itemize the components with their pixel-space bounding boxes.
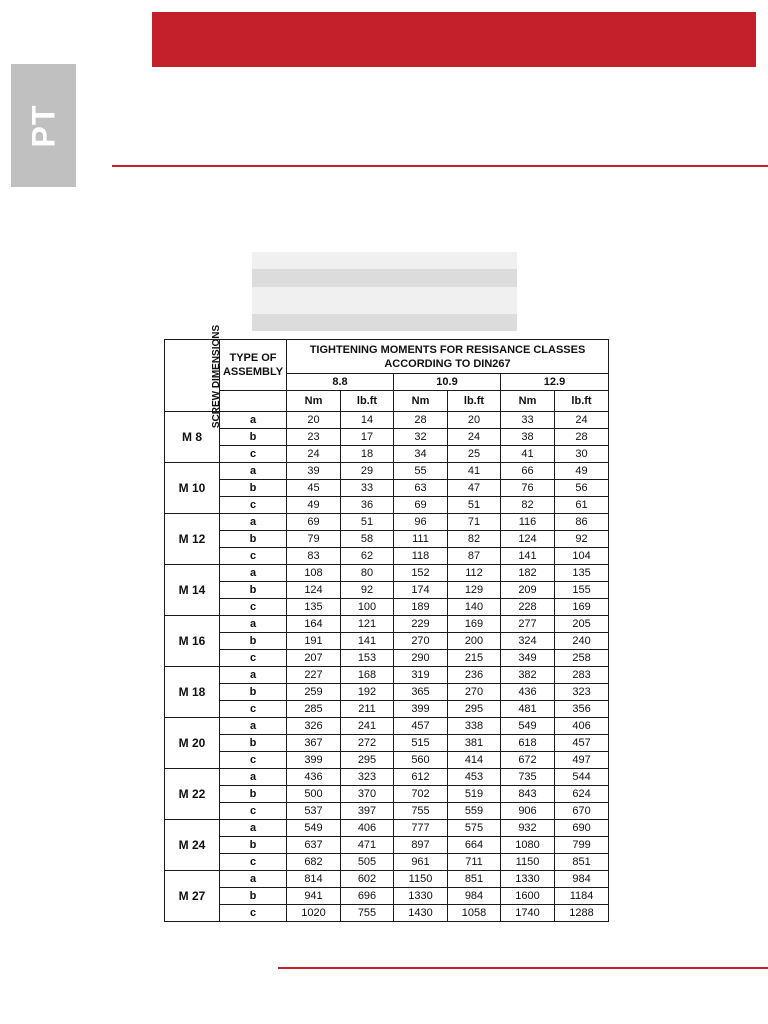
- torque-value-cell: 205: [555, 616, 609, 633]
- table-row: [165, 871, 609, 888]
- assembly-type-cell: b: [220, 735, 287, 752]
- table-row: [165, 667, 609, 684]
- torque-value-cell: 851: [448, 871, 501, 888]
- assembly-type-cell: a: [220, 463, 287, 480]
- torque-value-cell: 24: [448, 429, 501, 446]
- torque-value-cell: 399: [394, 701, 448, 718]
- table-body: [165, 412, 609, 922]
- torque-value-cell: 453: [448, 769, 501, 786]
- torque-value-cell: 207: [287, 650, 341, 667]
- torque-value-cell: 323: [341, 769, 394, 786]
- torque-value-cell: 481: [501, 701, 555, 718]
- torque-value-cell: 1058: [448, 905, 501, 922]
- assembly-type-cell: a: [220, 667, 287, 684]
- header-band: [152, 12, 756, 67]
- table-row: [165, 531, 609, 548]
- torque-value-cell: 108: [287, 565, 341, 582]
- torque-value-cell: 58: [341, 531, 394, 548]
- torque-value-cell: 559: [448, 803, 501, 820]
- torque-value-cell: 104: [555, 548, 609, 565]
- torque-value-cell: 272: [341, 735, 394, 752]
- unit-header: lb.ft: [555, 391, 609, 412]
- torque-value-cell: 1150: [394, 871, 448, 888]
- torque-value-cell: 259: [287, 684, 341, 701]
- torque-value-cell: 961: [394, 854, 448, 871]
- class-header: 8.8: [287, 374, 394, 391]
- torque-value-cell: 86: [555, 514, 609, 531]
- torque-value-cell: 30: [555, 446, 609, 463]
- screw-size-cell: M 22: [165, 769, 220, 820]
- assembly-type-cell: c: [220, 599, 287, 616]
- assembly-type-cell: a: [220, 871, 287, 888]
- torque-value-cell: 63: [394, 480, 448, 497]
- torque-value-cell: 45: [287, 480, 341, 497]
- torque-value-cell: 24: [287, 446, 341, 463]
- torque-value-cell: 111: [394, 531, 448, 548]
- torque-value-cell: 777: [394, 820, 448, 837]
- torque-value-cell: 24: [555, 412, 609, 429]
- torque-value-cell: 41: [448, 463, 501, 480]
- assembly-type-cell: b: [220, 633, 287, 650]
- torque-value-cell: 153: [341, 650, 394, 667]
- torque-value-cell: 71: [448, 514, 501, 531]
- torque-value-cell: 25: [448, 446, 501, 463]
- torque-value-cell: 500: [287, 786, 341, 803]
- torque-value-cell: 118: [394, 548, 448, 565]
- screw-size-cell: M 20: [165, 718, 220, 769]
- table-row: [165, 599, 609, 616]
- torque-value-cell: 283: [555, 667, 609, 684]
- torque-value-cell: 696: [341, 888, 394, 905]
- torque-value-cell: 406: [341, 820, 394, 837]
- torque-value-cell: 17: [341, 429, 394, 446]
- torque-value-cell: 1150: [501, 854, 555, 871]
- torque-value-cell: 544: [555, 769, 609, 786]
- table-row: [165, 803, 609, 820]
- torque-value-cell: 406: [555, 718, 609, 735]
- torque-value-cell: 164: [287, 616, 341, 633]
- torque-value-cell: 36: [341, 497, 394, 514]
- screw-size-cell: M 16: [165, 616, 220, 667]
- torque-value-cell: 843: [501, 786, 555, 803]
- torque-value-cell: 799: [555, 837, 609, 854]
- torque-value-cell: 755: [341, 905, 394, 922]
- torque-value-cell: 76: [501, 480, 555, 497]
- torque-value-cell: 112: [448, 565, 501, 582]
- table-row: [165, 446, 609, 463]
- assembly-type-cell: c: [220, 548, 287, 565]
- torque-value-cell: 814: [287, 871, 341, 888]
- torque-value-cell: 270: [448, 684, 501, 701]
- torque-value-cell: 1080: [501, 837, 555, 854]
- table-row: [165, 905, 609, 922]
- torque-value-cell: 29: [341, 463, 394, 480]
- table-row: [165, 837, 609, 854]
- torque-value-cell: 1288: [555, 905, 609, 922]
- torque-value-cell: 135: [287, 599, 341, 616]
- unit-header: Nm: [394, 391, 448, 412]
- torque-value-cell: 471: [341, 837, 394, 854]
- table-row: [165, 412, 609, 429]
- torque-value-cell: 690: [555, 820, 609, 837]
- assembly-type-cell: b: [220, 888, 287, 905]
- torque-value-cell: 49: [287, 497, 341, 514]
- torque-value-cell: 96: [394, 514, 448, 531]
- assembly-type-cell: c: [220, 752, 287, 769]
- torque-value-cell: 189: [394, 599, 448, 616]
- torque-value-cell: 258: [555, 650, 609, 667]
- torque-value-cell: 28: [394, 412, 448, 429]
- shaded-band-4: [252, 314, 517, 331]
- torque-value-cell: 20: [448, 412, 501, 429]
- torque-value-cell: 932: [501, 820, 555, 837]
- torque-value-cell: 906: [501, 803, 555, 820]
- torque-value-cell: 1020: [287, 905, 341, 922]
- bottom-divider: [278, 967, 768, 969]
- unit-header: Nm: [287, 391, 341, 412]
- torque-value-cell: 33: [501, 412, 555, 429]
- table-row: [165, 718, 609, 735]
- assembly-type-cell: a: [220, 565, 287, 582]
- language-tab[interactable]: [11, 64, 76, 187]
- torque-value-cell: 349: [501, 650, 555, 667]
- torque-value-cell: 637: [287, 837, 341, 854]
- screw-dimensions-header: SCREW DIMENSIONS: [165, 340, 220, 412]
- torque-value-cell: 436: [287, 769, 341, 786]
- unit-header: lb.ft: [341, 391, 394, 412]
- table-row: [165, 463, 609, 480]
- torque-value-cell: 356: [555, 701, 609, 718]
- torque-value-cell: 295: [448, 701, 501, 718]
- torque-value-cell: 92: [341, 582, 394, 599]
- torque-value-cell: 560: [394, 752, 448, 769]
- torque-value-cell: 549: [287, 820, 341, 837]
- assembly-type-cell: c: [220, 701, 287, 718]
- torque-value-cell: 338: [448, 718, 501, 735]
- torque-value-cell: 240: [555, 633, 609, 650]
- torque-value-cell: 33: [341, 480, 394, 497]
- torque-value-cell: 69: [394, 497, 448, 514]
- type-of-assembly-header: TYPE OF ASSEMBLY: [220, 340, 287, 391]
- torque-value-cell: 1330: [501, 871, 555, 888]
- torque-value-cell: 1184: [555, 888, 609, 905]
- table-row: [165, 701, 609, 718]
- torque-value-cell: 182: [501, 565, 555, 582]
- screw-size-cell: M 27: [165, 871, 220, 922]
- torque-value-cell: 66: [501, 463, 555, 480]
- torque-value-cell: 575: [448, 820, 501, 837]
- torque-value-cell: 49: [555, 463, 609, 480]
- torque-value-cell: 505: [341, 854, 394, 871]
- torque-value-cell: 209: [501, 582, 555, 599]
- torque-value-cell: 55: [394, 463, 448, 480]
- torque-value-cell: 47: [448, 480, 501, 497]
- torque-value-cell: 135: [555, 565, 609, 582]
- torque-value-cell: 51: [448, 497, 501, 514]
- torque-value-cell: 174: [394, 582, 448, 599]
- torque-value-cell: 23: [287, 429, 341, 446]
- class-header: 12.9: [501, 374, 609, 391]
- table-row: [165, 429, 609, 446]
- torque-value-cell: 382: [501, 667, 555, 684]
- torque-value-cell: 436: [501, 684, 555, 701]
- torque-value-cell: 381: [448, 735, 501, 752]
- torque-value-cell: 168: [341, 667, 394, 684]
- table-row: [165, 565, 609, 582]
- torque-value-cell: 602: [341, 871, 394, 888]
- torque-value-cell: 290: [394, 650, 448, 667]
- torque-value-cell: 229: [394, 616, 448, 633]
- torque-value-cell: 38: [501, 429, 555, 446]
- assembly-type-cell: a: [220, 820, 287, 837]
- table-row: [165, 684, 609, 701]
- tightening-moments-table: [164, 324, 609, 922]
- torque-value-cell: 51: [341, 514, 394, 531]
- assembly-header-blank: [220, 391, 287, 412]
- assembly-type-cell: a: [220, 412, 287, 429]
- torque-value-cell: 367: [287, 735, 341, 752]
- shaded-band-3: [252, 287, 517, 314]
- torque-value-cell: 227: [287, 667, 341, 684]
- torque-value-cell: 399: [287, 752, 341, 769]
- table-row: [165, 480, 609, 497]
- torque-value-cell: 984: [448, 888, 501, 905]
- torque-value-cell: 319: [394, 667, 448, 684]
- assembly-type-cell: b: [220, 480, 287, 497]
- table-row: [165, 769, 609, 786]
- torque-value-cell: 18: [341, 446, 394, 463]
- torque-value-cell: 215: [448, 650, 501, 667]
- torque-value-cell: 169: [448, 616, 501, 633]
- table-row: [165, 888, 609, 905]
- torque-value-cell: 984: [555, 871, 609, 888]
- torque-value-cell: 100: [341, 599, 394, 616]
- torque-value-cell: 62: [341, 548, 394, 565]
- torque-value-cell: 56: [555, 480, 609, 497]
- assembly-type-cell: a: [220, 769, 287, 786]
- table-row: [165, 548, 609, 565]
- torque-value-cell: 124: [287, 582, 341, 599]
- table-row: [165, 514, 609, 531]
- torque-value-cell: 537: [287, 803, 341, 820]
- torque-value-cell: 39: [287, 463, 341, 480]
- torque-value-cell: 457: [394, 718, 448, 735]
- table-row: [165, 735, 609, 752]
- torque-value-cell: 549: [501, 718, 555, 735]
- torque-value-cell: 69: [287, 514, 341, 531]
- torque-value-cell: 32: [394, 429, 448, 446]
- torque-value-cell: 270: [394, 633, 448, 650]
- torque-value-cell: 80: [341, 565, 394, 582]
- table-row: [165, 616, 609, 633]
- torque-value-cell: 897: [394, 837, 448, 854]
- torque-value-cell: 941: [287, 888, 341, 905]
- torque-value-cell: 1740: [501, 905, 555, 922]
- torque-value-cell: 121: [341, 616, 394, 633]
- torque-value-cell: 285: [287, 701, 341, 718]
- torque-value-cell: 28: [555, 429, 609, 446]
- table-title: TIGHTENING MOMENTS FOR RESISANCE CLASSES ACCORDING TO DIN267: [287, 340, 609, 374]
- torque-value-cell: 200: [448, 633, 501, 650]
- assembly-type-cell: c: [220, 446, 287, 463]
- torque-value-cell: 624: [555, 786, 609, 803]
- torque-value-cell: 497: [555, 752, 609, 769]
- torque-value-cell: 612: [394, 769, 448, 786]
- torque-value-cell: 670: [555, 803, 609, 820]
- torque-value-cell: 92: [555, 531, 609, 548]
- torque-value-cell: 116: [501, 514, 555, 531]
- assembly-type-cell: b: [220, 582, 287, 599]
- top-divider: [112, 165, 768, 167]
- table-row: [165, 786, 609, 803]
- torque-value-cell: 169: [555, 599, 609, 616]
- unit-header: Nm: [501, 391, 555, 412]
- torque-value-cell: 83: [287, 548, 341, 565]
- torque-value-cell: 228: [501, 599, 555, 616]
- table-row: [165, 752, 609, 769]
- torque-value-cell: 755: [394, 803, 448, 820]
- torque-value-cell: 34: [394, 446, 448, 463]
- torque-value-cell: 457: [555, 735, 609, 752]
- torque-value-cell: 61: [555, 497, 609, 514]
- assembly-type-cell: c: [220, 650, 287, 667]
- torque-value-cell: 82: [501, 497, 555, 514]
- table-row: [165, 582, 609, 599]
- screw-size-cell: M 18: [165, 667, 220, 718]
- assembly-type-cell: b: [220, 684, 287, 701]
- screw-size-cell: M 24: [165, 820, 220, 871]
- torque-value-cell: 124: [501, 531, 555, 548]
- torque-value-cell: 141: [341, 633, 394, 650]
- torque-value-cell: 370: [341, 786, 394, 803]
- torque-value-cell: 211: [341, 701, 394, 718]
- torque-value-cell: 141: [501, 548, 555, 565]
- torque-value-cell: 241: [341, 718, 394, 735]
- assembly-type-cell: c: [220, 854, 287, 871]
- screw-size-cell: M 12: [165, 514, 220, 565]
- table-row: [165, 820, 609, 837]
- torque-value-cell: 192: [341, 684, 394, 701]
- assembly-type-cell: a: [220, 514, 287, 531]
- torque-value-cell: 682: [287, 854, 341, 871]
- torque-value-cell: 155: [555, 582, 609, 599]
- torque-value-cell: 664: [448, 837, 501, 854]
- table-row: [165, 497, 609, 514]
- assembly-type-cell: b: [220, 429, 287, 446]
- torque-value-cell: 711: [448, 854, 501, 871]
- torque-value-cell: 14: [341, 412, 394, 429]
- torque-value-cell: 397: [341, 803, 394, 820]
- torque-value-cell: 277: [501, 616, 555, 633]
- torque-value-cell: 129: [448, 582, 501, 599]
- torque-value-cell: 191: [287, 633, 341, 650]
- torque-value-cell: 702: [394, 786, 448, 803]
- torque-value-cell: 82: [448, 531, 501, 548]
- torque-value-cell: 295: [341, 752, 394, 769]
- assembly-type-cell: b: [220, 786, 287, 803]
- torque-value-cell: 519: [448, 786, 501, 803]
- torque-value-cell: 236: [448, 667, 501, 684]
- torque-value-cell: 1600: [501, 888, 555, 905]
- torque-value-cell: 414: [448, 752, 501, 769]
- torque-value-cell: 851: [555, 854, 609, 871]
- torque-value-cell: 152: [394, 565, 448, 582]
- screw-size-cell: M 10: [165, 463, 220, 514]
- torque-value-cell: 326: [287, 718, 341, 735]
- table-row: [165, 633, 609, 650]
- assembly-type-cell: c: [220, 905, 287, 922]
- screw-size-cell: M 14: [165, 565, 220, 616]
- torque-value-cell: 672: [501, 752, 555, 769]
- assembly-type-cell: a: [220, 718, 287, 735]
- shaded-band-1: [252, 252, 517, 269]
- table-row: [165, 854, 609, 871]
- torque-value-cell: 735: [501, 769, 555, 786]
- assembly-type-cell: b: [220, 837, 287, 854]
- torque-value-cell: 20: [287, 412, 341, 429]
- language-tab-label: PT: [25, 104, 61, 147]
- torque-value-cell: 323: [555, 684, 609, 701]
- torque-value-cell: 365: [394, 684, 448, 701]
- class-header: 10.9: [394, 374, 501, 391]
- torque-value-cell: 324: [501, 633, 555, 650]
- torque-value-cell: 1430: [394, 905, 448, 922]
- torque-value-cell: 41: [501, 446, 555, 463]
- torque-value-cell: 1330: [394, 888, 448, 905]
- table-row: [165, 650, 609, 667]
- torque-value-cell: 140: [448, 599, 501, 616]
- shaded-band-2: [252, 269, 517, 287]
- torque-value-cell: 515: [394, 735, 448, 752]
- assembly-type-cell: c: [220, 803, 287, 820]
- assembly-type-cell: a: [220, 616, 287, 633]
- screw-size-cell: M 8: [165, 412, 220, 463]
- assembly-type-cell: c: [220, 497, 287, 514]
- assembly-type-cell: b: [220, 531, 287, 548]
- torque-value-cell: 79: [287, 531, 341, 548]
- unit-header: lb.ft: [448, 391, 501, 412]
- torque-value-cell: 618: [501, 735, 555, 752]
- torque-value-cell: 87: [448, 548, 501, 565]
